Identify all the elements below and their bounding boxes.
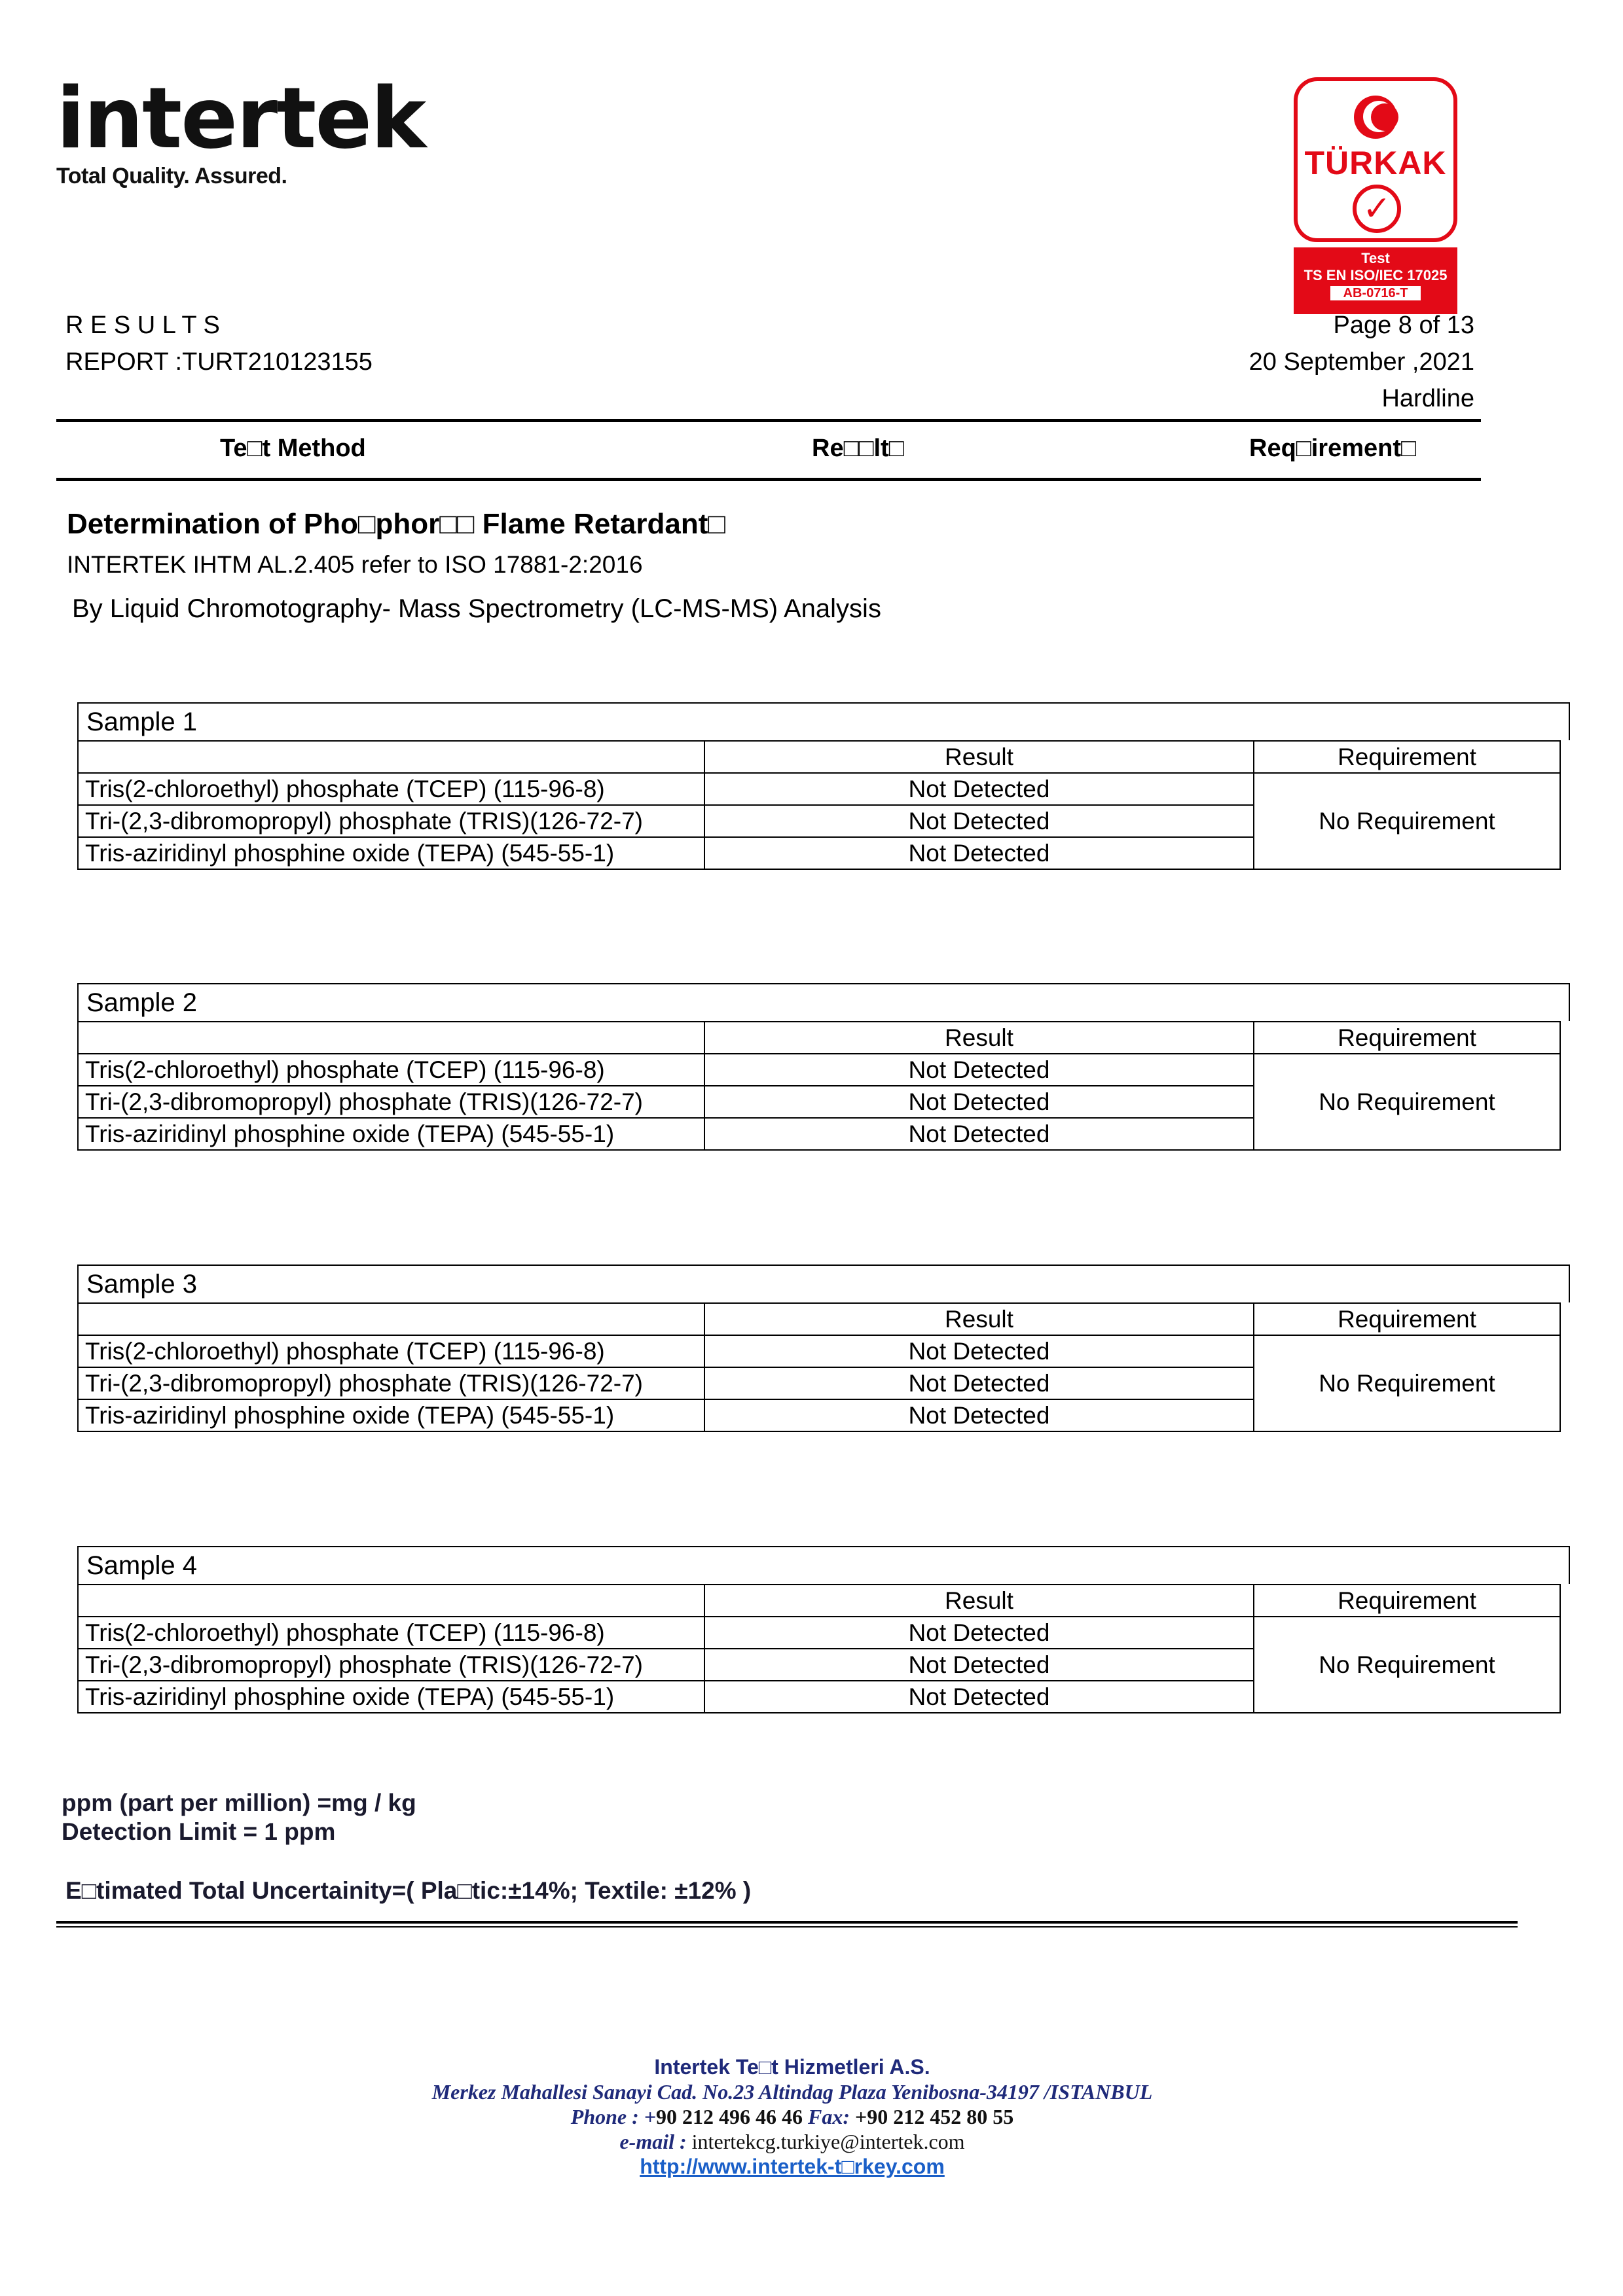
- result-cell: Not Detected: [704, 1367, 1254, 1399]
- divider: [56, 1926, 1518, 1928]
- result-cell: Not Detected: [704, 1617, 1254, 1649]
- substance-cell: Tri-(2,3-dibromopropyl) phosphate (TRIS)(126-72-7): [78, 805, 704, 837]
- substance-cell: Tris(2-chloroethyl) phosphate (TCEP) (115-96-8): [78, 1335, 704, 1367]
- page-number: Page 8 of 13: [1333, 312, 1474, 339]
- table-header-row: [78, 1303, 1560, 1335]
- footer-address: Merkez Mahallesi Sanayi Cad. No.23 Altindag Plaza Yenibosna-34197 /ISTANBUL: [431, 2080, 1153, 2104]
- table-row: [78, 1335, 1560, 1367]
- header-cell-empty: [78, 741, 704, 773]
- intertek-logo: [56, 70, 426, 189]
- header-cell-result: Result: [704, 1022, 1254, 1054]
- table-header-row: [78, 1585, 1560, 1617]
- substance-cell: Tris-aziridinyl phosphine oxide (TEPA) (545-55-1): [78, 1681, 704, 1713]
- header-cell-empty: [78, 1585, 704, 1617]
- column-test-method: Te□t Method: [220, 435, 366, 462]
- result-cell: Not Detected: [704, 1399, 1254, 1431]
- client-name: Hardline: [1381, 385, 1474, 412]
- result-cell: Not Detected: [704, 1681, 1254, 1713]
- result-cell: Not Detected: [704, 805, 1254, 837]
- header-cell-requirement: Requirement: [1254, 741, 1560, 773]
- header-cell-requirement: Requirement: [1254, 1022, 1560, 1054]
- results-label: R E S U L T S: [65, 312, 220, 339]
- result-cell: Not Detected: [704, 837, 1254, 869]
- header-cell-result: Result: [704, 741, 1254, 773]
- divider: [56, 419, 1481, 422]
- substance-cell: Tris(2-chloroethyl) phosphate (TCEP) (115-96-8): [78, 1617, 704, 1649]
- header-cell-result: Result: [704, 1585, 1254, 1617]
- substance-cell: Tris(2-chloroethyl) phosphate (TCEP) (115-96-8): [78, 1054, 704, 1086]
- turkak-accreditation-badge: [1294, 77, 1457, 314]
- substance-cell: Tri-(2,3-dibromopropyl) phosphate (TRIS)(126-72-7): [78, 1367, 704, 1399]
- result-cell: Not Detected: [704, 1086, 1254, 1118]
- sample-caption: Sample 2: [77, 983, 1570, 1021]
- footer-phone-fax: Phone : +90 212 496 46 46 Fax: +90 212 452 80 55: [570, 2105, 1014, 2128]
- substance-cell: Tris-aziridinyl phosphine oxide (TEPA) (545-55-1): [78, 1399, 704, 1431]
- header-cell-result: Result: [704, 1303, 1254, 1335]
- table-header-row: [78, 741, 1560, 773]
- badge-code: AB-0716-T: [1330, 286, 1421, 300]
- header-cell-requirement: Requirement: [1254, 1585, 1560, 1617]
- logo-tagline: Total Quality. Assured.: [56, 164, 287, 188]
- substance-cell: Tris(2-chloroethyl) phosphate (TCEP) (115-96-8): [78, 773, 704, 805]
- report-date: 20 September ,2021: [1249, 348, 1474, 376]
- turkak-emblem: [1294, 77, 1457, 242]
- substance-cell: Tris-aziridinyl phosphine oxide (TEPA) (545-55-1): [78, 1118, 704, 1150]
- sample-results-table: [77, 740, 1561, 870]
- requirement-cell: No Requirement: [1254, 773, 1560, 869]
- header-cell-empty: [78, 1303, 704, 1335]
- divider: [56, 1921, 1518, 1924]
- ppm-note: ppm (part per million) =mg / kg: [62, 1789, 416, 1816]
- column-requirements: Req□irement□: [1249, 435, 1416, 462]
- detection-limit: Detection Limit = 1 ppm: [62, 1818, 336, 1845]
- result-cell: Not Detected: [704, 1118, 1254, 1150]
- badge-accreditation-text: Test TS EN ISO/IEC 17025 AB-0716-T: [1294, 247, 1457, 314]
- table-row: [78, 773, 1560, 805]
- email-link[interactable]: intertekcg.turkiye@intertek.com: [691, 2130, 965, 2153]
- badge-name: TÜRKAK: [1304, 145, 1447, 181]
- footer-company: Intertek Te□t Hizmetleri A.S.: [654, 2055, 930, 2079]
- substance-cell: Tri-(2,3-dibromopropyl) phosphate (TRIS)(126-72-7): [78, 1649, 704, 1681]
- analysis-method: By Liquid Chromotography- Mass Spectrometry (LC-MS-MS) Analysis: [72, 594, 881, 623]
- footer-email: e-mail : intertekcg.turkiye@intertek.com: [619, 2130, 965, 2153]
- result-cell: Not Detected: [704, 1054, 1254, 1086]
- substance-cell: Tri-(2,3-dibromopropyl) phosphate (TRIS)(126-72-7): [78, 1086, 704, 1118]
- result-cell: Not Detected: [704, 1649, 1254, 1681]
- sample-results-table: [77, 1021, 1561, 1151]
- column-results: Re□□lt□: [812, 435, 904, 462]
- table-header-row: [78, 1022, 1560, 1054]
- header-cell-empty: [78, 1022, 704, 1054]
- checkmark-icon: ✓: [1353, 185, 1401, 233]
- requirement-cell: No Requirement: [1254, 1617, 1560, 1713]
- sample-results-table: [77, 1584, 1561, 1713]
- test-method-reference: INTERTEK IHTM AL.2.405 refer to ISO 17881-2:2016: [67, 551, 643, 578]
- substance-cell: Tris-aziridinyl phosphine oxide (TEPA) (545-55-1): [78, 837, 704, 869]
- result-cell: Not Detected: [704, 773, 1254, 805]
- sample-caption: Sample 4: [77, 1546, 1570, 1584]
- table-row: [78, 1054, 1560, 1086]
- requirement-cell: No Requirement: [1254, 1054, 1560, 1150]
- sample-caption: Sample 1: [77, 702, 1570, 740]
- website-link[interactable]: http://www.intertek-t□rkey.com: [640, 2155, 945, 2178]
- logo-wordmark: intertek: [56, 70, 426, 168]
- requirement-cell: No Requirement: [1254, 1335, 1560, 1431]
- section-title: Determination of Pho□phor□□ Flame Retardant□: [67, 508, 725, 540]
- table-row: [78, 1617, 1560, 1649]
- sample-caption: Sample 3: [77, 1265, 1570, 1302]
- result-cell: Not Detected: [704, 1335, 1254, 1367]
- divider: [56, 478, 1481, 481]
- uncertainty-note: E□timated Total Uncertainity=( Pla□tic:±14%; Textile: ±12% ): [65, 1877, 752, 1904]
- report-number: REPORT :TURT210123155: [65, 348, 373, 376]
- sample-results-table: [77, 1302, 1561, 1432]
- header-cell-requirement: Requirement: [1254, 1303, 1560, 1335]
